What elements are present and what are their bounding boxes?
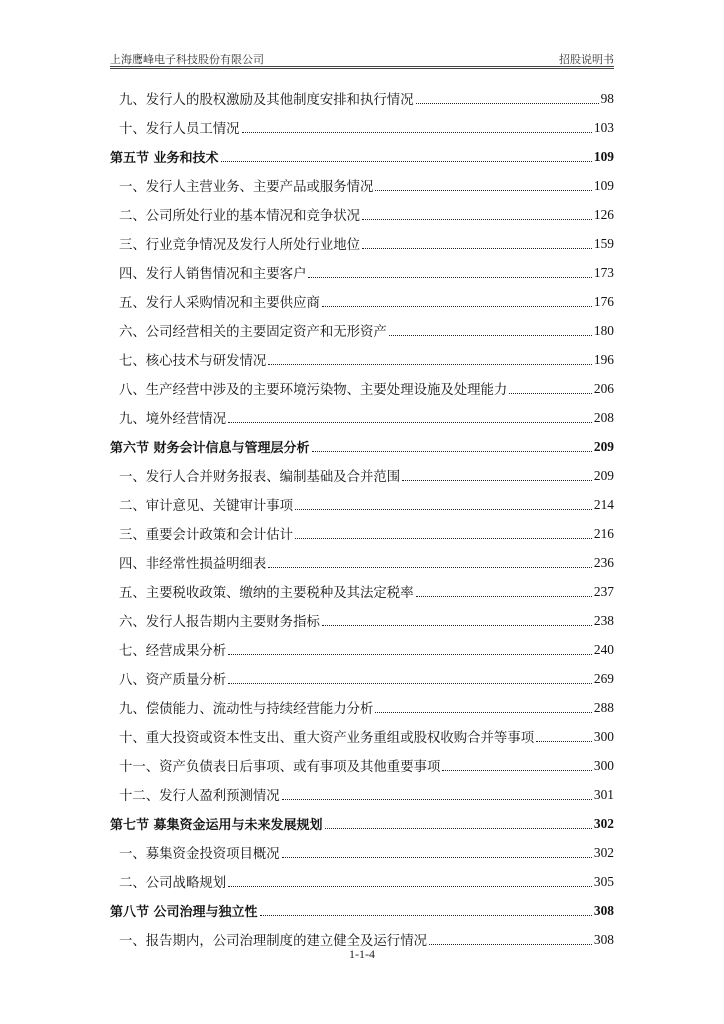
toc-entry-title: 一、发行人合并财务报表、编制基础及合并范围: [119, 470, 401, 485]
toc-entry-page: 180: [593, 322, 614, 338]
dot-leader: [536, 741, 592, 742]
toc-section-entry[interactable]: [110, 896, 614, 925]
toc-entry-title: 六、发行人报告期内主要财务指标: [119, 615, 320, 630]
page-number: 1-1-4: [349, 947, 375, 961]
toc-entry-title: 八、生产经营中涉及的主要环境污染物、主要处理设施及处理能力: [119, 383, 508, 398]
toc-entry-title: 五、主要税收政策、缴纳的主要税种及其法定税率: [119, 586, 414, 601]
toc-entry[interactable]: [110, 635, 614, 664]
toc-entry-page: 302: [593, 815, 614, 831]
toc-entry-title: 二、公司战略规划: [119, 876, 227, 891]
toc-entry-page: 308: [593, 902, 614, 918]
toc-entry-page: 159: [593, 235, 614, 251]
toc-entry-title: 三、重要会计政策和会计估计: [119, 528, 294, 543]
dot-leader: [322, 625, 592, 626]
toc-entry-page: 288: [593, 699, 614, 715]
toc-entry-page: 240: [593, 641, 614, 657]
toc-entry-title: 二、公司所处行业的基本情况和竞争状况: [119, 209, 361, 224]
dot-leader: [375, 712, 591, 713]
toc-entry-title: 五、发行人采购情况和主要供应商: [119, 296, 320, 311]
toc-entry-page: 103: [593, 119, 614, 135]
toc-entry-page: 109: [593, 177, 614, 193]
dot-leader: [442, 770, 592, 771]
toc-entry[interactable]: [110, 403, 614, 432]
toc-entry[interactable]: [110, 664, 614, 693]
dot-leader: [282, 857, 592, 858]
toc-entry-page: 173: [593, 264, 614, 280]
toc-entry-title: 一、募集资金投资项目概况: [119, 847, 280, 862]
toc-entry-page: 208: [593, 409, 614, 425]
toc-section-entry[interactable]: [110, 809, 614, 838]
toc-entry[interactable]: [110, 693, 614, 722]
toc-entry-title: 四、非经常性损益明细表: [119, 557, 267, 572]
toc-entry-page: 126: [593, 206, 614, 222]
toc-entry-page: 269: [593, 670, 614, 686]
dot-leader: [362, 219, 592, 220]
toc-entry-title: 十二、发行人盈利预测情况: [119, 789, 280, 804]
dot-leader: [268, 364, 592, 365]
company-name: 上海鹰峰电子科技股份有限公司: [110, 53, 264, 66]
toc-entry-page: 209: [593, 438, 614, 454]
toc-entry[interactable]: [110, 867, 614, 896]
dot-leader: [429, 944, 592, 945]
dot-leader: [416, 596, 592, 597]
toc-entry-page: 98: [600, 90, 614, 106]
dot-leader: [375, 190, 591, 191]
toc-entry-page: 236: [593, 554, 614, 570]
toc-entry-title: 四、发行人销售情况和主要客户: [119, 267, 307, 282]
toc-entry[interactable]: [110, 200, 614, 229]
toc-entry[interactable]: [110, 490, 614, 519]
toc-entry-title: 七、经营成果分析: [119, 644, 227, 659]
document-type: 招股说明书: [559, 53, 614, 66]
toc-entry-page: 216: [593, 525, 614, 541]
dot-leader: [221, 161, 592, 162]
toc-entry[interactable]: [110, 345, 614, 374]
dot-leader: [295, 509, 592, 510]
toc-entry[interactable]: [110, 113, 614, 142]
dot-leader: [312, 451, 592, 452]
toc-entry-title: 十、发行人员工情况: [119, 122, 240, 137]
dot-leader: [295, 538, 592, 539]
toc-entry-title: 十、重大投资或资本性支出、重大资产业务重组或股权收购合并等事项: [119, 731, 535, 746]
toc-entry-title: 一、报告期内，公司治理制度的建立健全及运行情况: [119, 934, 427, 949]
toc-entry-page: 109: [593, 148, 614, 164]
dot-leader: [308, 277, 591, 278]
dot-leader: [282, 799, 592, 800]
dot-leader: [509, 393, 592, 394]
toc-entry[interactable]: [110, 519, 614, 548]
toc-entry-page: 206: [593, 380, 614, 396]
dot-leader: [268, 567, 592, 568]
toc-entry-title: 三、行业竞争情况及发行人所处行业地位: [119, 238, 361, 253]
toc-entry-title: 第六节 财务会计信息与管理层分析: [110, 441, 310, 456]
toc-entry-title: 九、发行人的股权激励及其他制度安排和执行情况: [119, 93, 414, 108]
dot-leader: [416, 103, 599, 104]
toc-entry-page: 305: [593, 873, 614, 889]
toc-entry[interactable]: [110, 606, 614, 635]
toc-entry[interactable]: [110, 84, 614, 113]
toc-entry-page: 300: [593, 728, 614, 744]
toc-entry-title: 十一、资产负债表日后事项、或有事项及其他重要事项: [119, 760, 441, 775]
toc-entry-title: 二、审计意见、关键审计事项: [119, 499, 294, 514]
toc-entry[interactable]: [110, 258, 614, 287]
dot-leader: [362, 248, 592, 249]
toc-entry-title: 九、境外经营情况: [119, 412, 227, 427]
toc-entry-title: 六、公司经营相关的主要固定资产和无形资产: [119, 325, 387, 340]
dot-leader: [402, 480, 592, 481]
table-of-contents: [110, 84, 614, 954]
toc-entry[interactable]: [110, 780, 614, 809]
toc-entry-page: 238: [593, 612, 614, 628]
toc-entry[interactable]: [110, 577, 614, 606]
dot-leader: [389, 335, 592, 336]
toc-entry-page: 196: [593, 351, 614, 367]
toc-entry-title: 第八节 公司治理与独立性: [110, 905, 258, 920]
toc-entry-title: 八、资产质量分析: [119, 673, 227, 688]
toc-entry[interactable]: [110, 838, 614, 867]
toc-entry-page: 300: [593, 757, 614, 773]
toc-section-entry[interactable]: [110, 432, 614, 461]
toc-entry[interactable]: [110, 374, 614, 403]
toc-entry[interactable]: [110, 751, 614, 780]
toc-entry-page: 176: [593, 293, 614, 309]
toc-entry[interactable]: [110, 229, 614, 258]
toc-entry-page: 301: [593, 786, 614, 802]
toc-entry-page: 302: [593, 844, 614, 860]
toc-entry[interactable]: [110, 287, 614, 316]
header-divider: [110, 66, 614, 69]
dot-leader: [325, 828, 592, 829]
dot-leader: [228, 422, 592, 423]
dot-leader: [228, 886, 592, 887]
dot-leader: [260, 915, 592, 916]
dot-leader: [228, 654, 592, 655]
toc-entry-title: 一、发行人主营业务、主要产品或服务情况: [119, 180, 374, 195]
toc-entry-title: 九、偿债能力、流动性与持续经营能力分析: [119, 702, 374, 717]
toc-entry[interactable]: [110, 548, 614, 577]
toc-entry-title: 第五节 业务和技术: [110, 151, 219, 166]
toc-entry-page: 209: [593, 467, 614, 483]
toc-entry[interactable]: [110, 461, 614, 490]
dot-leader: [228, 683, 592, 684]
toc-entry-page: 214: [593, 496, 614, 512]
dot-leader: [322, 306, 592, 307]
toc-entry-title: 第七节 募集资金运用与未来发展规划: [110, 818, 323, 833]
toc-entry[interactable]: [110, 722, 614, 751]
dot-leader: [242, 132, 592, 133]
toc-entry-title: 七、核心技术与研发情况: [119, 354, 267, 369]
toc-entry[interactable]: [110, 171, 614, 200]
toc-entry[interactable]: [110, 316, 614, 345]
toc-entry-page: 308: [593, 931, 614, 947]
toc-entry-page: 237: [593, 583, 614, 599]
toc-section-entry[interactable]: [110, 142, 614, 171]
